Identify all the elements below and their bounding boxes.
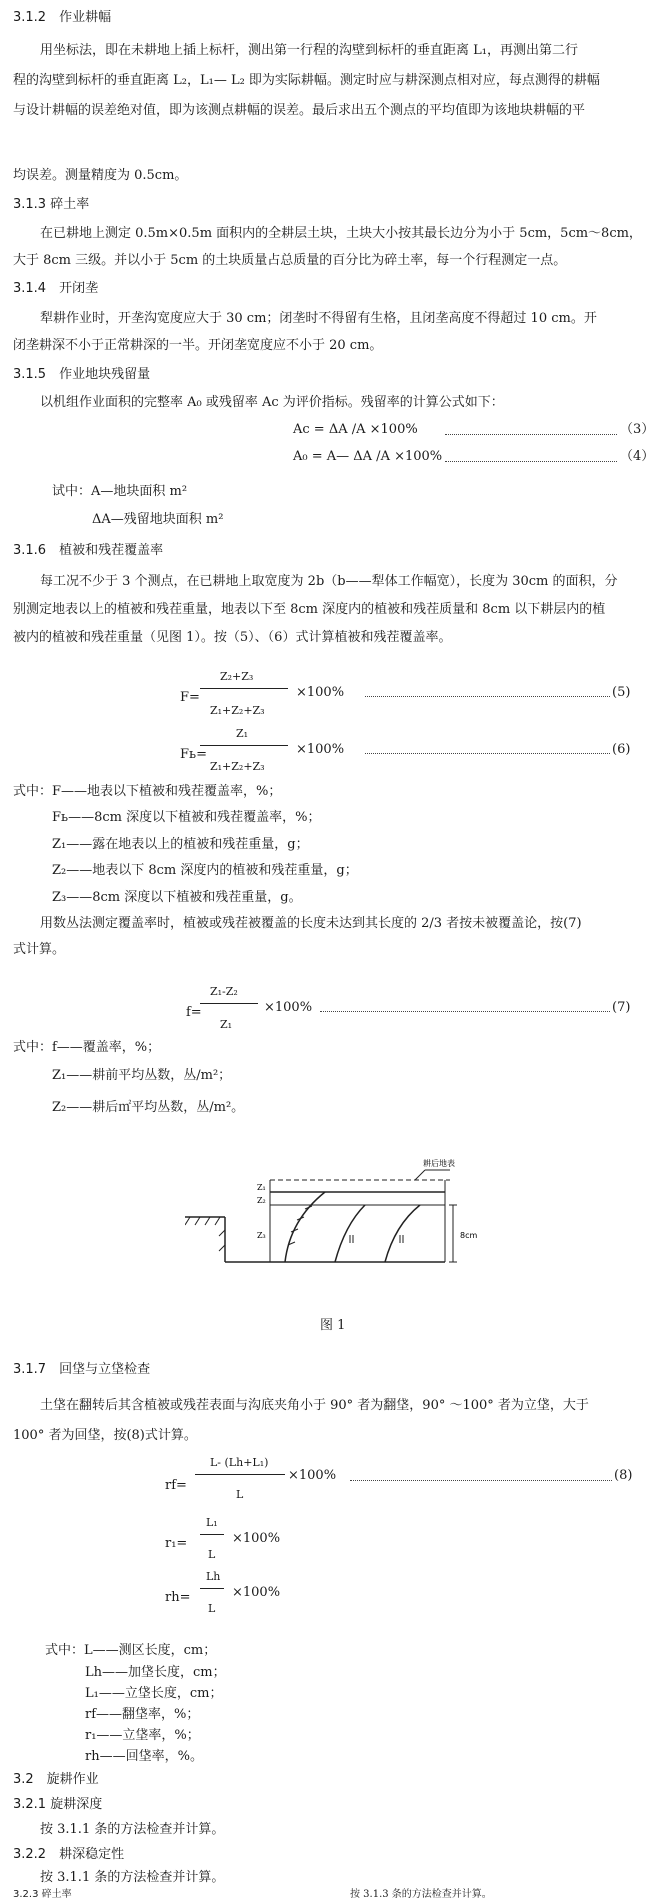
fraction-numerator: L₁ <box>206 1516 218 1529</box>
fraction-bar <box>200 1534 224 1535</box>
where-line: Z₂——耕后㎡平均丛数，丛/m²。 <box>52 1100 245 1115</box>
paragraph-line: 用坐标法，即在未耕地上插上标杆，测出第一行程的沟壁到标杆的垂直距离 L₁，再测出第二行 <box>40 43 578 58</box>
fraction-denominator: L <box>236 1488 244 1501</box>
equation-number: (6) <box>612 742 631 757</box>
paragraph-line: 犁耕作业时，开垄沟宽度应大于 30 cm；闭垄时不得留有生格，且闭垄高度不得超过 10 cm。开 <box>40 311 597 326</box>
figure-1-diagram <box>185 1150 485 1280</box>
equation-leader <box>445 461 617 462</box>
where-line: 式中：F——地表以下植被和残茬覆盖率，%； <box>13 784 282 799</box>
paragraph-line: 在已耕地上测定 0.5m×0.5m 面积内的全耕层土块，土块大小按其最长边分为小于 5cm，5cm～8cm， <box>40 226 642 241</box>
figure-label-z1: Z₁ <box>257 1183 266 1192</box>
fraction-denominator: Z₁+Z₂+Z₃ <box>210 704 265 717</box>
figure-label-z3: Z₃ <box>257 1231 266 1240</box>
where-line: Z₂——地表以下 8cm 深度内的植被和残茬重量，g； <box>52 863 358 878</box>
fraction-numerator: Lh <box>206 1570 221 1583</box>
paragraph-line: 大于 8cm 三级。并以小于 5cm 的土块质量占总质量的百分比为碎土率，每一个行程测定一点。 <box>13 253 567 268</box>
where-line: L₁——立垡长度，cm； <box>85 1686 223 1701</box>
section-heading-3-1-4: 3.1.4 开闭垄 <box>13 281 99 296</box>
paragraph-line: 被内的植被和残茬重量（见图 1）。按（5）、（6）式计算植被和残茬覆盖率。 <box>13 630 452 645</box>
where-line: rh——回垡率，%。 <box>85 1749 203 1764</box>
fraction-denominator: L <box>208 1602 216 1615</box>
section-heading-3-1-5: 3.1.5 作业地块残留量 <box>13 367 151 382</box>
fraction-numerator: Z₁ <box>236 727 249 740</box>
paragraph-line: 均误差。测量精度为 0.5cm。 <box>13 168 188 183</box>
where-line: 式中：L——测区长度，cm； <box>45 1643 217 1658</box>
section-heading-3-1-2: 3.1.2 作业耕幅 <box>13 10 112 25</box>
figure-caption: 图 1 <box>320 1318 346 1333</box>
section-heading-3-1-6: 3.1.6 植被和残茬覆盖率 <box>13 543 164 558</box>
paragraph-line: 闭垄耕深不小于正常耕深的一半。开闭垄宽度应不小于 20 cm。 <box>13 338 383 353</box>
paragraph-line: 每工况不少于 3 个测点，在已耕地上取宽度为 2b（b——犁体工作幅宽），长度为 30cm 的面积，分 <box>40 574 618 589</box>
equation-leader <box>320 1011 610 1012</box>
section-heading-3-2-2: 3.2.2 耕深稳定性 <box>13 1847 125 1862</box>
section-heading-3-2-3: 3.2.3 碎土率 <box>13 1889 72 1900</box>
paragraph-line: 程的沟壁到标杆的垂直距离 L₂，L₁— L₂ 即为实际耕幅。测定时应与耕深测点相对应，每点测得的耕幅 <box>13 73 600 88</box>
fraction-bar <box>200 745 288 746</box>
figure-label-z2: Z₂ <box>257 1196 266 1205</box>
where-line: Z₁——露在地表以上的植被和残茬重量，g； <box>52 837 309 852</box>
paragraph-line: 按 3.1.3 条的方法检查并计算。 <box>350 1889 492 1900</box>
figure-label-surface: 耕后地表 <box>423 1159 455 1168</box>
fraction-bar <box>200 1003 258 1004</box>
equation-r1-lhs: r₁= <box>165 1536 188 1551</box>
where-line: 试中：A—地块面积 m² <box>52 484 188 499</box>
equation-leader <box>350 1480 612 1481</box>
section-heading-3-1-7: 3.1.7 回垡与立垡检查 <box>13 1362 151 1377</box>
where-line: Fь——8cm 深度以下植被和残茬覆盖率，%； <box>52 810 321 825</box>
section-heading-3-2: 3.2 旋耕作业 <box>13 1772 99 1787</box>
paragraph-line: 别测定地表以上的植被和残茬重量，地表以下至 8cm 深度内的植被和残茬质量和 8cm 以下耕层内的植 <box>13 602 606 617</box>
fraction-denominator: Z₁ <box>220 1018 233 1031</box>
where-line: Lh——加垡长度，cm； <box>85 1665 226 1680</box>
equation-tail: ×100% <box>288 1468 337 1483</box>
paragraph-line: 以机组作业面积的完整率 A₀ 或残留率 Ac 为评价指标。残留率的计算公式如下： <box>40 395 504 410</box>
where-line: Z₃——8cm 深度以下植被和残茬重量，g。 <box>52 890 302 905</box>
equation-tail: ×100% <box>232 1585 281 1600</box>
where-line: Z₁——耕前平均丛数，丛/m²； <box>52 1068 232 1083</box>
section-heading-3-1-3: 3.1.3 碎土率 <box>13 197 90 212</box>
fraction-numerator: L- (Lh+L₁) <box>210 1456 269 1469</box>
paragraph-line: 用数丛法测定覆盖率时，植被或残茬被覆盖的长度未达到其长度的 2/3 者按未被覆盖论，按(7) <box>40 916 582 931</box>
where-line: rf——翻垡率，%； <box>85 1707 200 1722</box>
fraction-numerator: Z₁-Z₂ <box>210 985 238 998</box>
where-line: ΔA—残留地块面积 m² <box>92 512 224 527</box>
equation-8-lhs: rf= <box>165 1478 187 1493</box>
equation-3: Ac = ΔA /A ×100% <box>293 422 418 437</box>
equation-tail: ×100% <box>232 1531 281 1546</box>
equation-7-lhs: f= <box>186 1005 202 1020</box>
equation-number: （3） <box>620 422 655 437</box>
equation-number: (8) <box>614 1468 633 1483</box>
fraction-bar <box>195 1474 285 1475</box>
fraction-bar <box>200 688 288 689</box>
fraction-denominator: L <box>208 1548 216 1561</box>
equation-tail: ×100% <box>296 685 345 700</box>
fraction-bar <box>200 1588 224 1589</box>
equation-4: A₀ = A— ΔA /A ×100% <box>293 449 443 464</box>
equation-leader <box>365 753 610 754</box>
equation-6-lhs: Fь= <box>180 747 207 762</box>
equation-number: (5) <box>612 685 631 700</box>
section-heading-3-2-1: 3.2.1 旋耕深度 <box>13 1797 103 1812</box>
equation-number: (7) <box>612 1000 631 1015</box>
where-line: r₁——立垡率，%； <box>85 1728 200 1743</box>
where-line: 式中：f——覆盖率，%； <box>13 1040 161 1055</box>
paragraph-line: 与设计耕幅的误差绝对值，即为该测点耕幅的误差。最后求出五个测点的平均值即为该地块耕幅的平 <box>13 103 586 118</box>
paragraph-line: 按 3.1.1 条的方法检查并计算。 <box>40 1870 225 1885</box>
equation-rh-lhs: rh= <box>165 1590 191 1605</box>
equation-number: （4） <box>620 449 655 464</box>
figure-label-8cm: 8cm <box>460 1231 478 1240</box>
paragraph-line: 100° 者为回垡，按(8)式计算。 <box>13 1428 197 1443</box>
paragraph-line: 按 3.1.1 条的方法检查并计算。 <box>40 1822 225 1837</box>
fraction-denominator: Z₁+Z₂+Z₃ <box>210 760 265 773</box>
equation-5-lhs: F= <box>180 690 200 705</box>
equation-leader <box>445 434 617 435</box>
equation-tail: ×100% <box>296 742 345 757</box>
fraction-numerator: Z₂+Z₃ <box>220 670 254 683</box>
equation-leader <box>365 696 610 697</box>
paragraph-line: 土垡在翻转后其含植被或残茬表面与沟底夹角小于 90° 者为翻垡，90° ～100° 者为立垡，大于 <box>40 1398 589 1413</box>
paragraph-line: 式计算。 <box>13 942 66 957</box>
equation-tail: ×100% <box>264 1000 313 1015</box>
